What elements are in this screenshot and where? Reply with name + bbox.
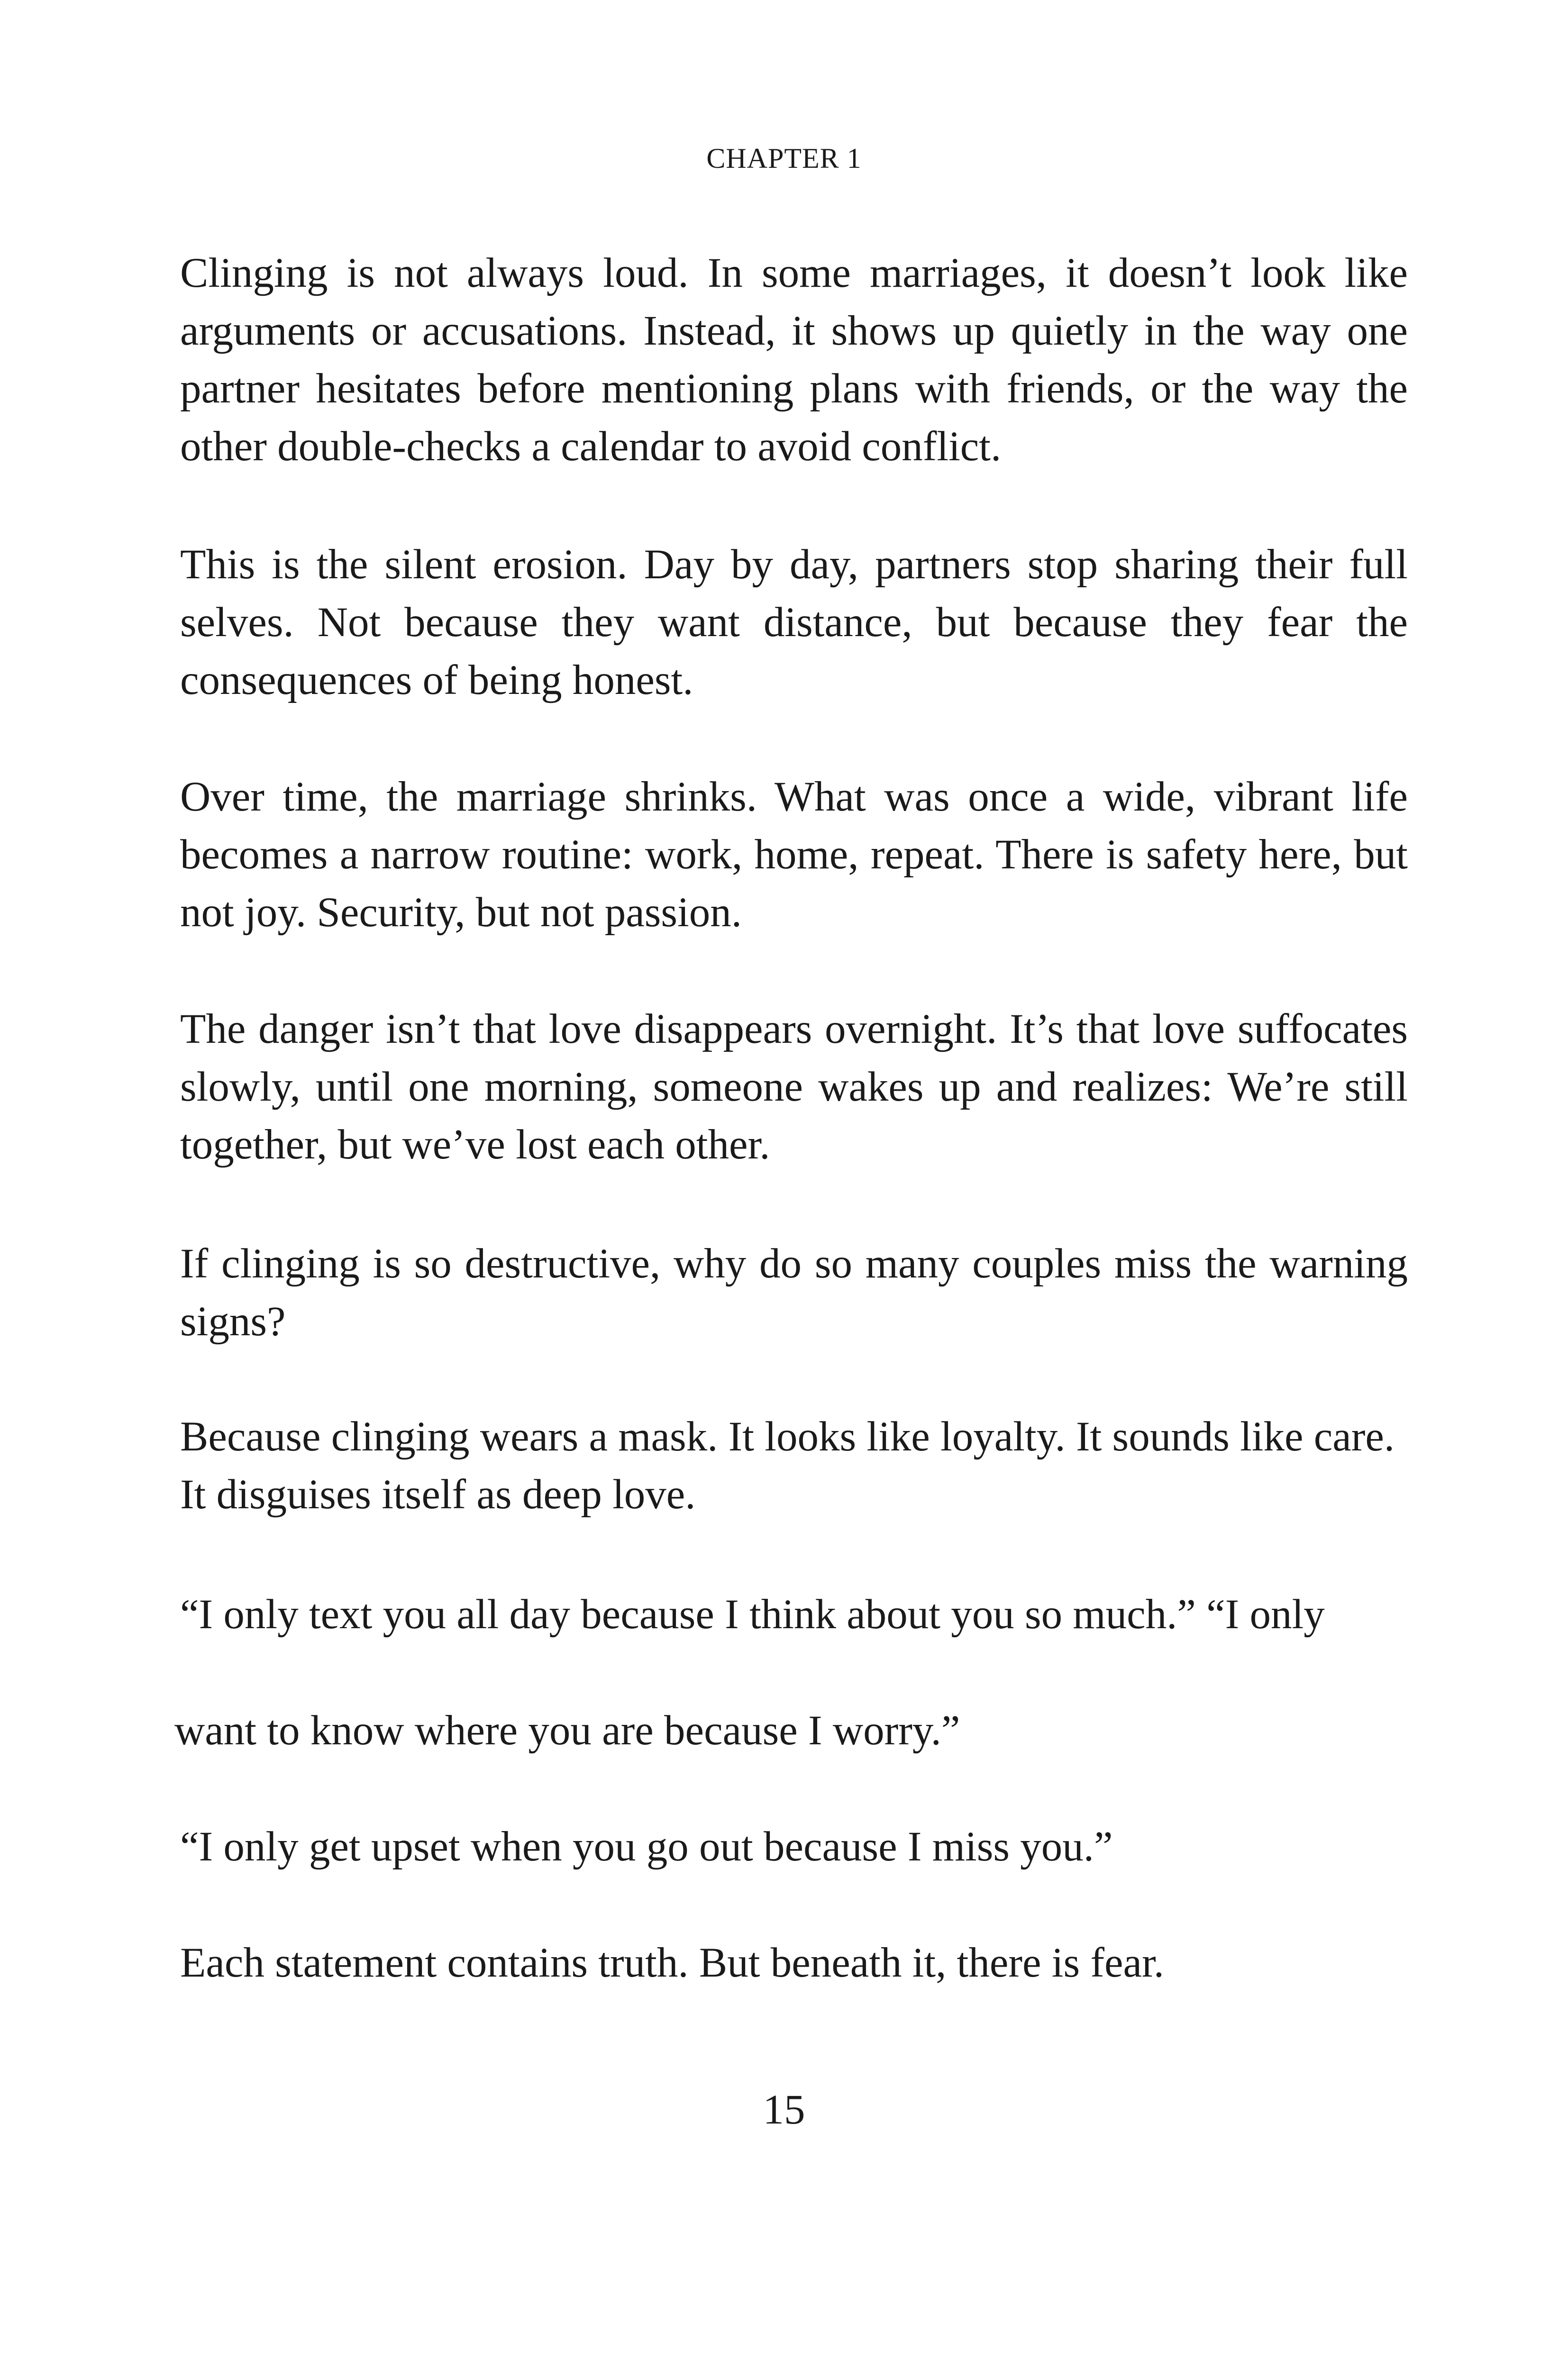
- quote-text-line: “I only text you all day because I think about you so much.” “I only: [180, 1591, 1325, 1638]
- page-number: 15: [763, 2087, 805, 2133]
- quote-miss-you-line: “I only get upset when you go out because I miss you.”: [180, 1823, 1113, 1870]
- paragraph-warning-signs: If clinging is so destructive, why do so many couples miss the warning signs?: [180, 1240, 1408, 1345]
- paragraph-mask-line-2: It disguises itself as deep love.: [180, 1471, 696, 1518]
- paragraph-danger: The danger isn’t that love disappears overnight. It’s that love suffocates slowly, until one morning, someone wakes up and realizes: We’re still together, but we’ve lost each other.: [180, 1006, 1408, 1168]
- paragraph-clinging-not-loud: Clinging is not always loud. In some marriages, it doesn’t look like arguments or accusations. Instead, it shows up quietly in the way one partner hesitates before mentioning plans with friends, or the way the other double-checks a calendar to avoid conflict.: [180, 250, 1408, 470]
- paragraph-truth-fear: Each statement contains truth. But beneath it, there is fear.: [180, 1940, 1164, 1986]
- paragraph-marriage-shrinks: Over time, the marriage shrinks. What was once a wide, vibrant life becomes a narrow routine: work, home, repeat. There is safety here, but not joy. Security, but not passion.: [180, 774, 1408, 936]
- paragraph-silent-erosion: This is the silent erosion. Day by day, partners stop sharing their full selves. Not because they want distance, but because they fear the consequences of being honest.: [180, 541, 1408, 703]
- chapter-header: CHAPTER 1: [706, 143, 862, 174]
- paragraph-mask-line-1: Because clinging wears a mask. It looks like loyalty. It sounds like care.: [180, 1413, 1395, 1460]
- quote-worry-line: want to know where you are because I worry.”: [174, 1707, 960, 1754]
